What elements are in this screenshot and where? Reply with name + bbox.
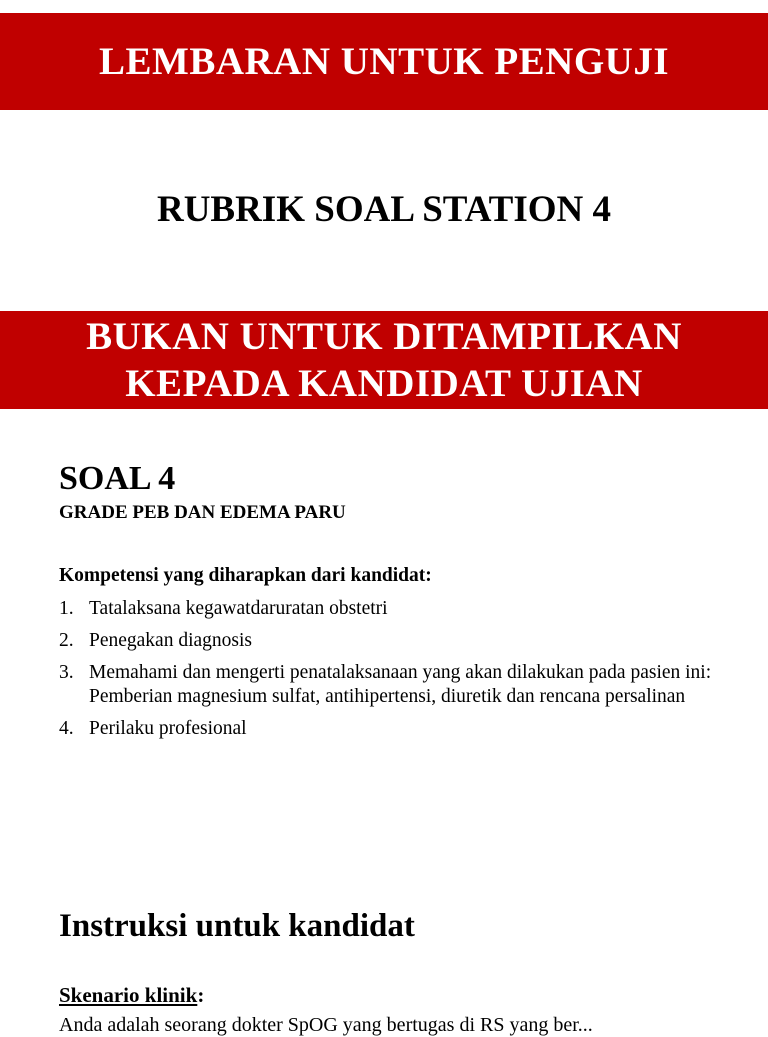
list-text: Perilaku profesional — [89, 718, 247, 739]
question-title: SOAL 4 — [59, 460, 176, 497]
question-subtitle: GRADE PEB DAN EDEMA PARU — [59, 502, 346, 523]
examiner-sheet-banner — [0, 13, 768, 110]
list-number: 2. — [59, 630, 74, 651]
list-number: 3. — [59, 662, 74, 683]
warning-line-1: BUKAN UNTUK DITAMPILKAN — [86, 315, 682, 358]
list-text: Penegakan diagnosis — [89, 630, 253, 651]
scenario-colon: : — [197, 983, 205, 1007]
list-number: 4. — [59, 718, 74, 739]
list-text: Memahami dan mengerti penatalaksanaan yang akan dilakukan pada pasien ini: Pemberian magnesium sulfat, antihipertensi, diuretik dan rencana persalinan — [89, 662, 712, 707]
warning-banner — [0, 311, 768, 409]
competency-heading: Kompetensi yang diharapkan dari kandidat: — [59, 565, 432, 586]
scenario-label-text: Skenario klinik — [59, 983, 198, 1007]
banner-text: LEMBARAN UNTUK PENGUJI — [98, 40, 670, 83]
list-item — [59, 717, 739, 741]
list-number: 1. — [59, 598, 74, 619]
scenario-label — [59, 983, 204, 1008]
scenario-text: Anda adalah seorang dokter SpOG yang bertugas di RS yang ber... — [59, 1014, 593, 1036]
list-text: Tatalaksana kegawatdaruratan obstetri — [89, 598, 388, 619]
instructions-heading: Instruksi untuk kandidat — [59, 908, 415, 944]
page-title: RUBRIK SOAL STATION 4 — [156, 189, 612, 230]
list-item — [59, 597, 739, 621]
warning-line-2: KEPADA KANDIDAT UJIAN — [125, 362, 643, 405]
list-item — [59, 629, 739, 653]
list-item — [59, 661, 739, 709]
competency-list — [59, 597, 739, 749]
